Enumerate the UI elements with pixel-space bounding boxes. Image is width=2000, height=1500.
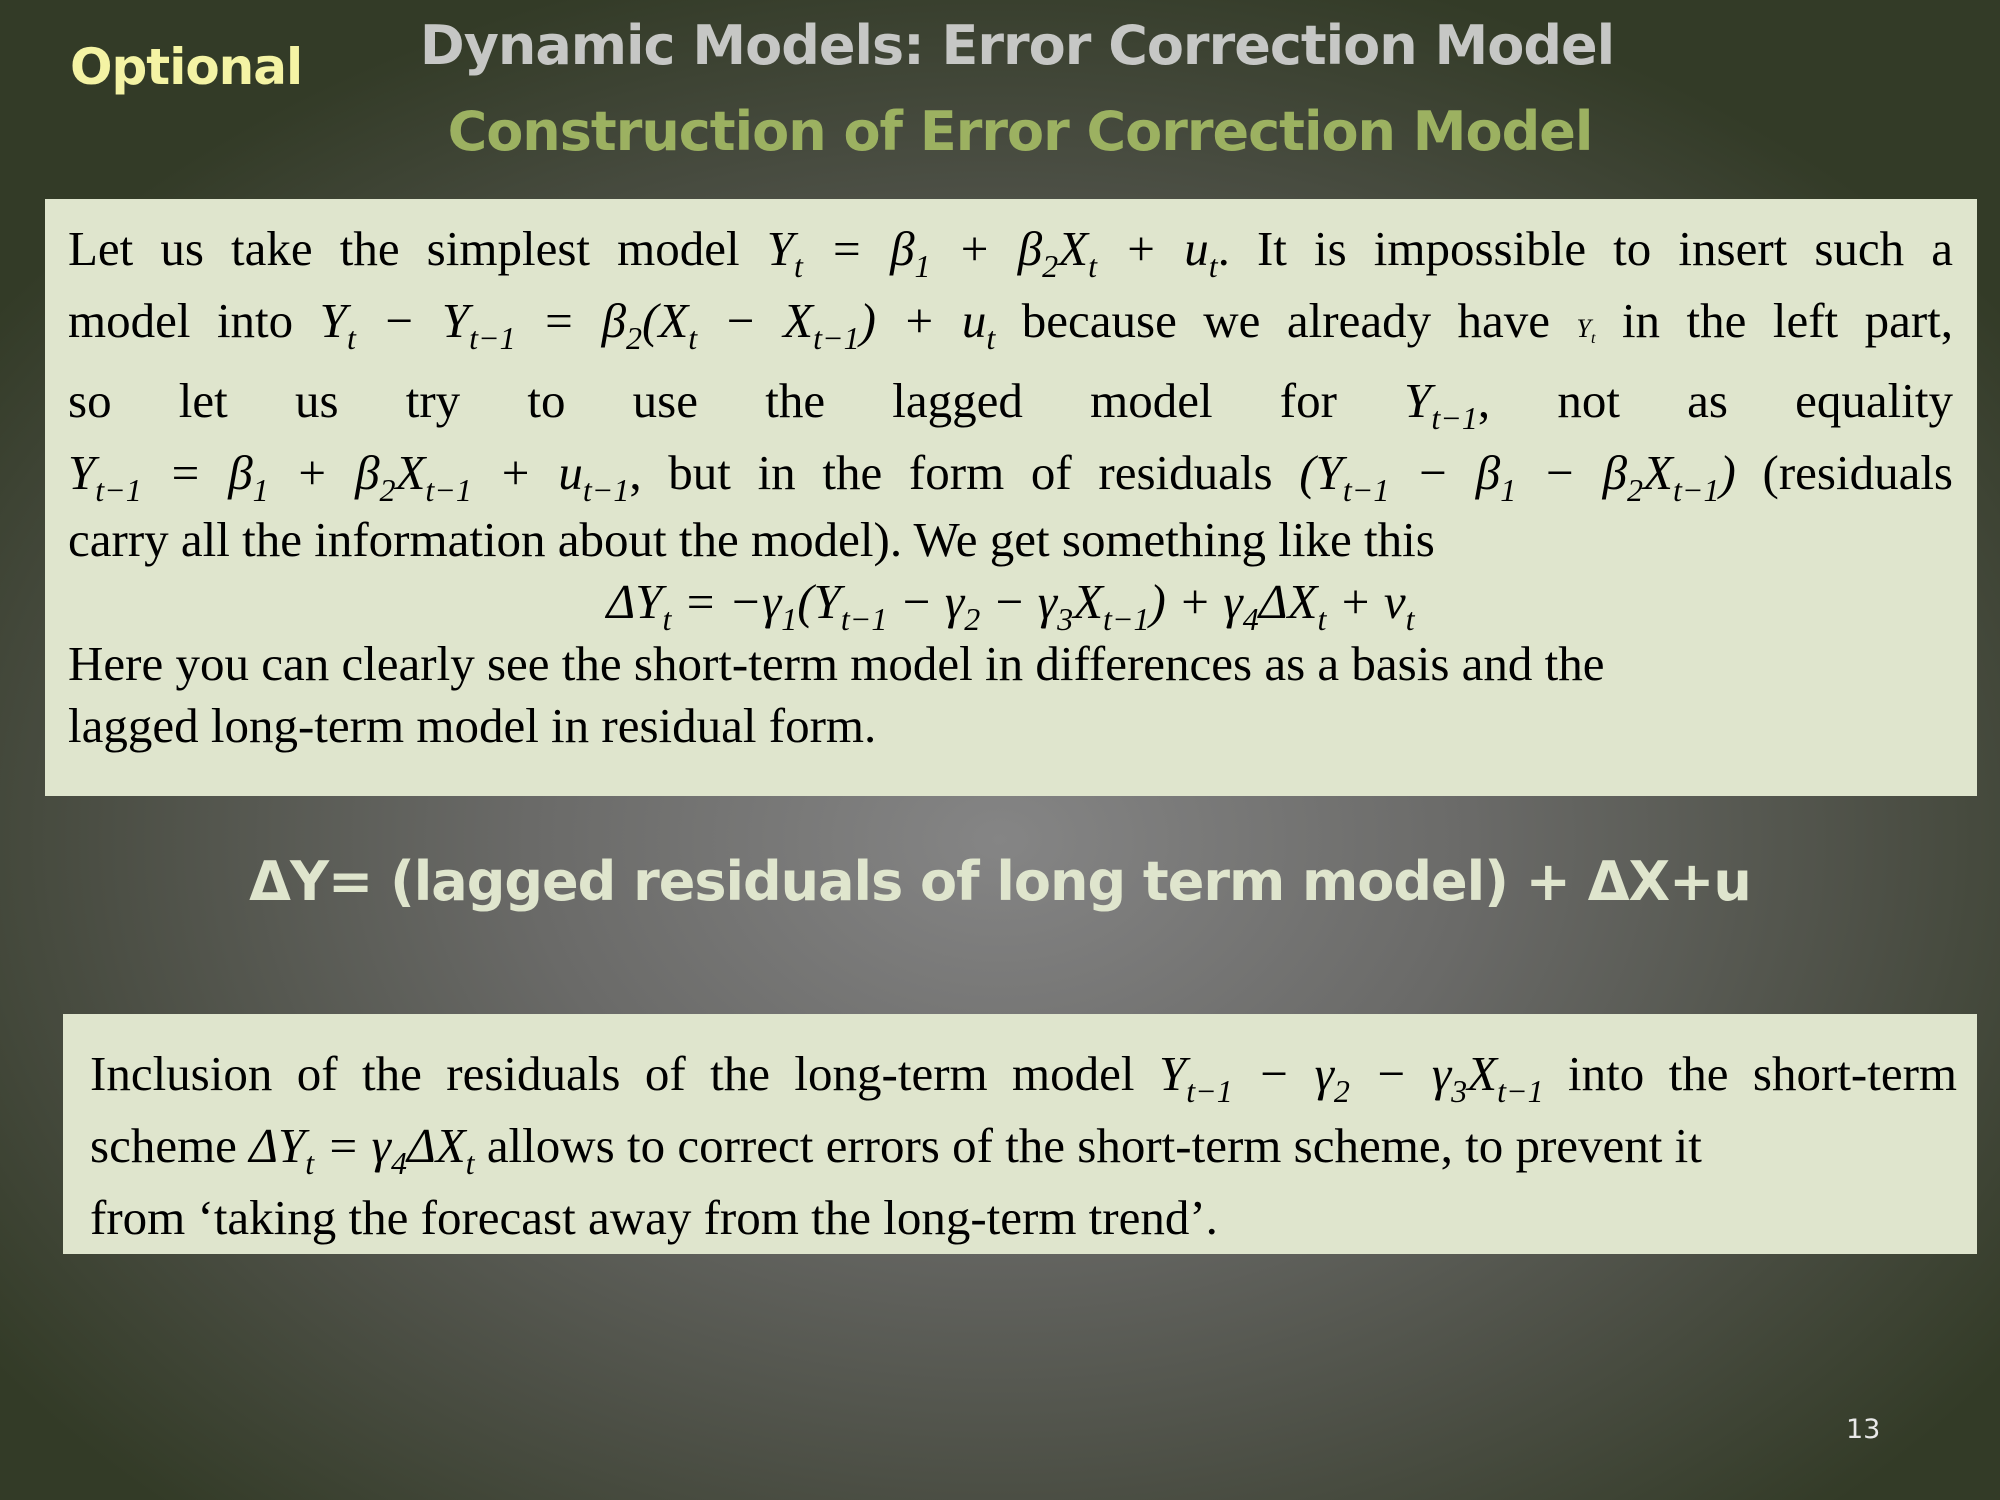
text-line-2: model into $Y_t - Y_{t-1} = \beta_2(X_t - X_{t-1}) + u_t$ because we already have $Y_t$ in the left part,	[68, 293, 1954, 356]
text-line-1: Let us take the simplest model $Y_t = \beta_1 + \beta_2X_t + u_t$. It is impossible to insert such a	[68, 221, 1953, 284]
conclusion-line-2: scheme $\Delta Y_t = \gamma_4\Delta X_t$ allows to correct errors of the short-term scheme, to prevent it	[90, 1118, 1702, 1181]
conclusion-line-1: Inclusion of the residuals of the long-term model $Y_{t-1} - \gamma_2 - \gamma_3X_{t-1}$ into the short-term	[90, 1046, 1958, 1109]
text-line-3: so let us try to use the lagged model for $Y_{t-1}$, not as equality	[68, 373, 1954, 436]
equation-simple-model: $Y_t = \beta_1 + \beta_2X_t + u_t$	[766, 221, 1218, 284]
optional-tag: Optional	[70, 38, 303, 96]
equation-lagged-model: $Y_{t-1} = \beta_1 + \beta_2X_{t-1} + u_{t-1}$	[68, 445, 630, 508]
symbol-yt: $Y_t$	[1576, 314, 1596, 347]
text-line-6: Here you can clearly see the short-term model in differences as a basis and the	[68, 636, 1605, 691]
slide-title: Dynamic Models: Error Correction Model	[419, 14, 1615, 77]
slide-number: 13	[1846, 1414, 1881, 1445]
equation-ecm: $\Delta Y_t = -\gamma_1(Y_{t-1} - \gamma_2 - \gamma_3X_{t-1}) + \gamma_4\Delta X_t + v_t$	[606, 574, 1415, 637]
slide-subtitle: Construction of Error Correction Model	[447, 100, 1593, 163]
text-line-7: lagged long-term model in residual form.	[68, 698, 877, 753]
equation-longterm-residuals: $Y_{t-1} - \gamma_2 - \gamma_3X_{t-1}$	[1158, 1046, 1544, 1109]
text-line-5: carry all the information about the model). We get something like this	[68, 512, 1435, 567]
conclusion-line-3: from ‘taking the forecast away from the long-term trend’.	[90, 1190, 1218, 1245]
text-line-4: $Y_{t-1} = \beta_1 + \beta_2X_{t-1} + u_{t-1}$, but in the form of residuals $(Y_{t-1} - \beta_1 - \beta_2X_{t-1})$ (residuals	[68, 445, 1953, 508]
explanation-box	[45, 199, 1977, 796]
symbol-y-lagged: $Y_{t-1}$	[1404, 373, 1478, 436]
formula-banner: ΔY= (lagged residuals of long term model) + ΔX+u	[249, 850, 1751, 913]
equation-residuals: $(Y_{t-1} - \beta_1 - \beta_2X_{t-1})$	[1299, 445, 1736, 508]
conclusion-box	[63, 1014, 1977, 1254]
equation-difference-model: $Y_t - Y_{t-1} = \beta_2(X_t - X_{t-1}) + u_t$	[319, 293, 996, 356]
equation-shortterm-scheme: $\Delta Y_t = \gamma_4\Delta X_t$	[249, 1118, 475, 1181]
